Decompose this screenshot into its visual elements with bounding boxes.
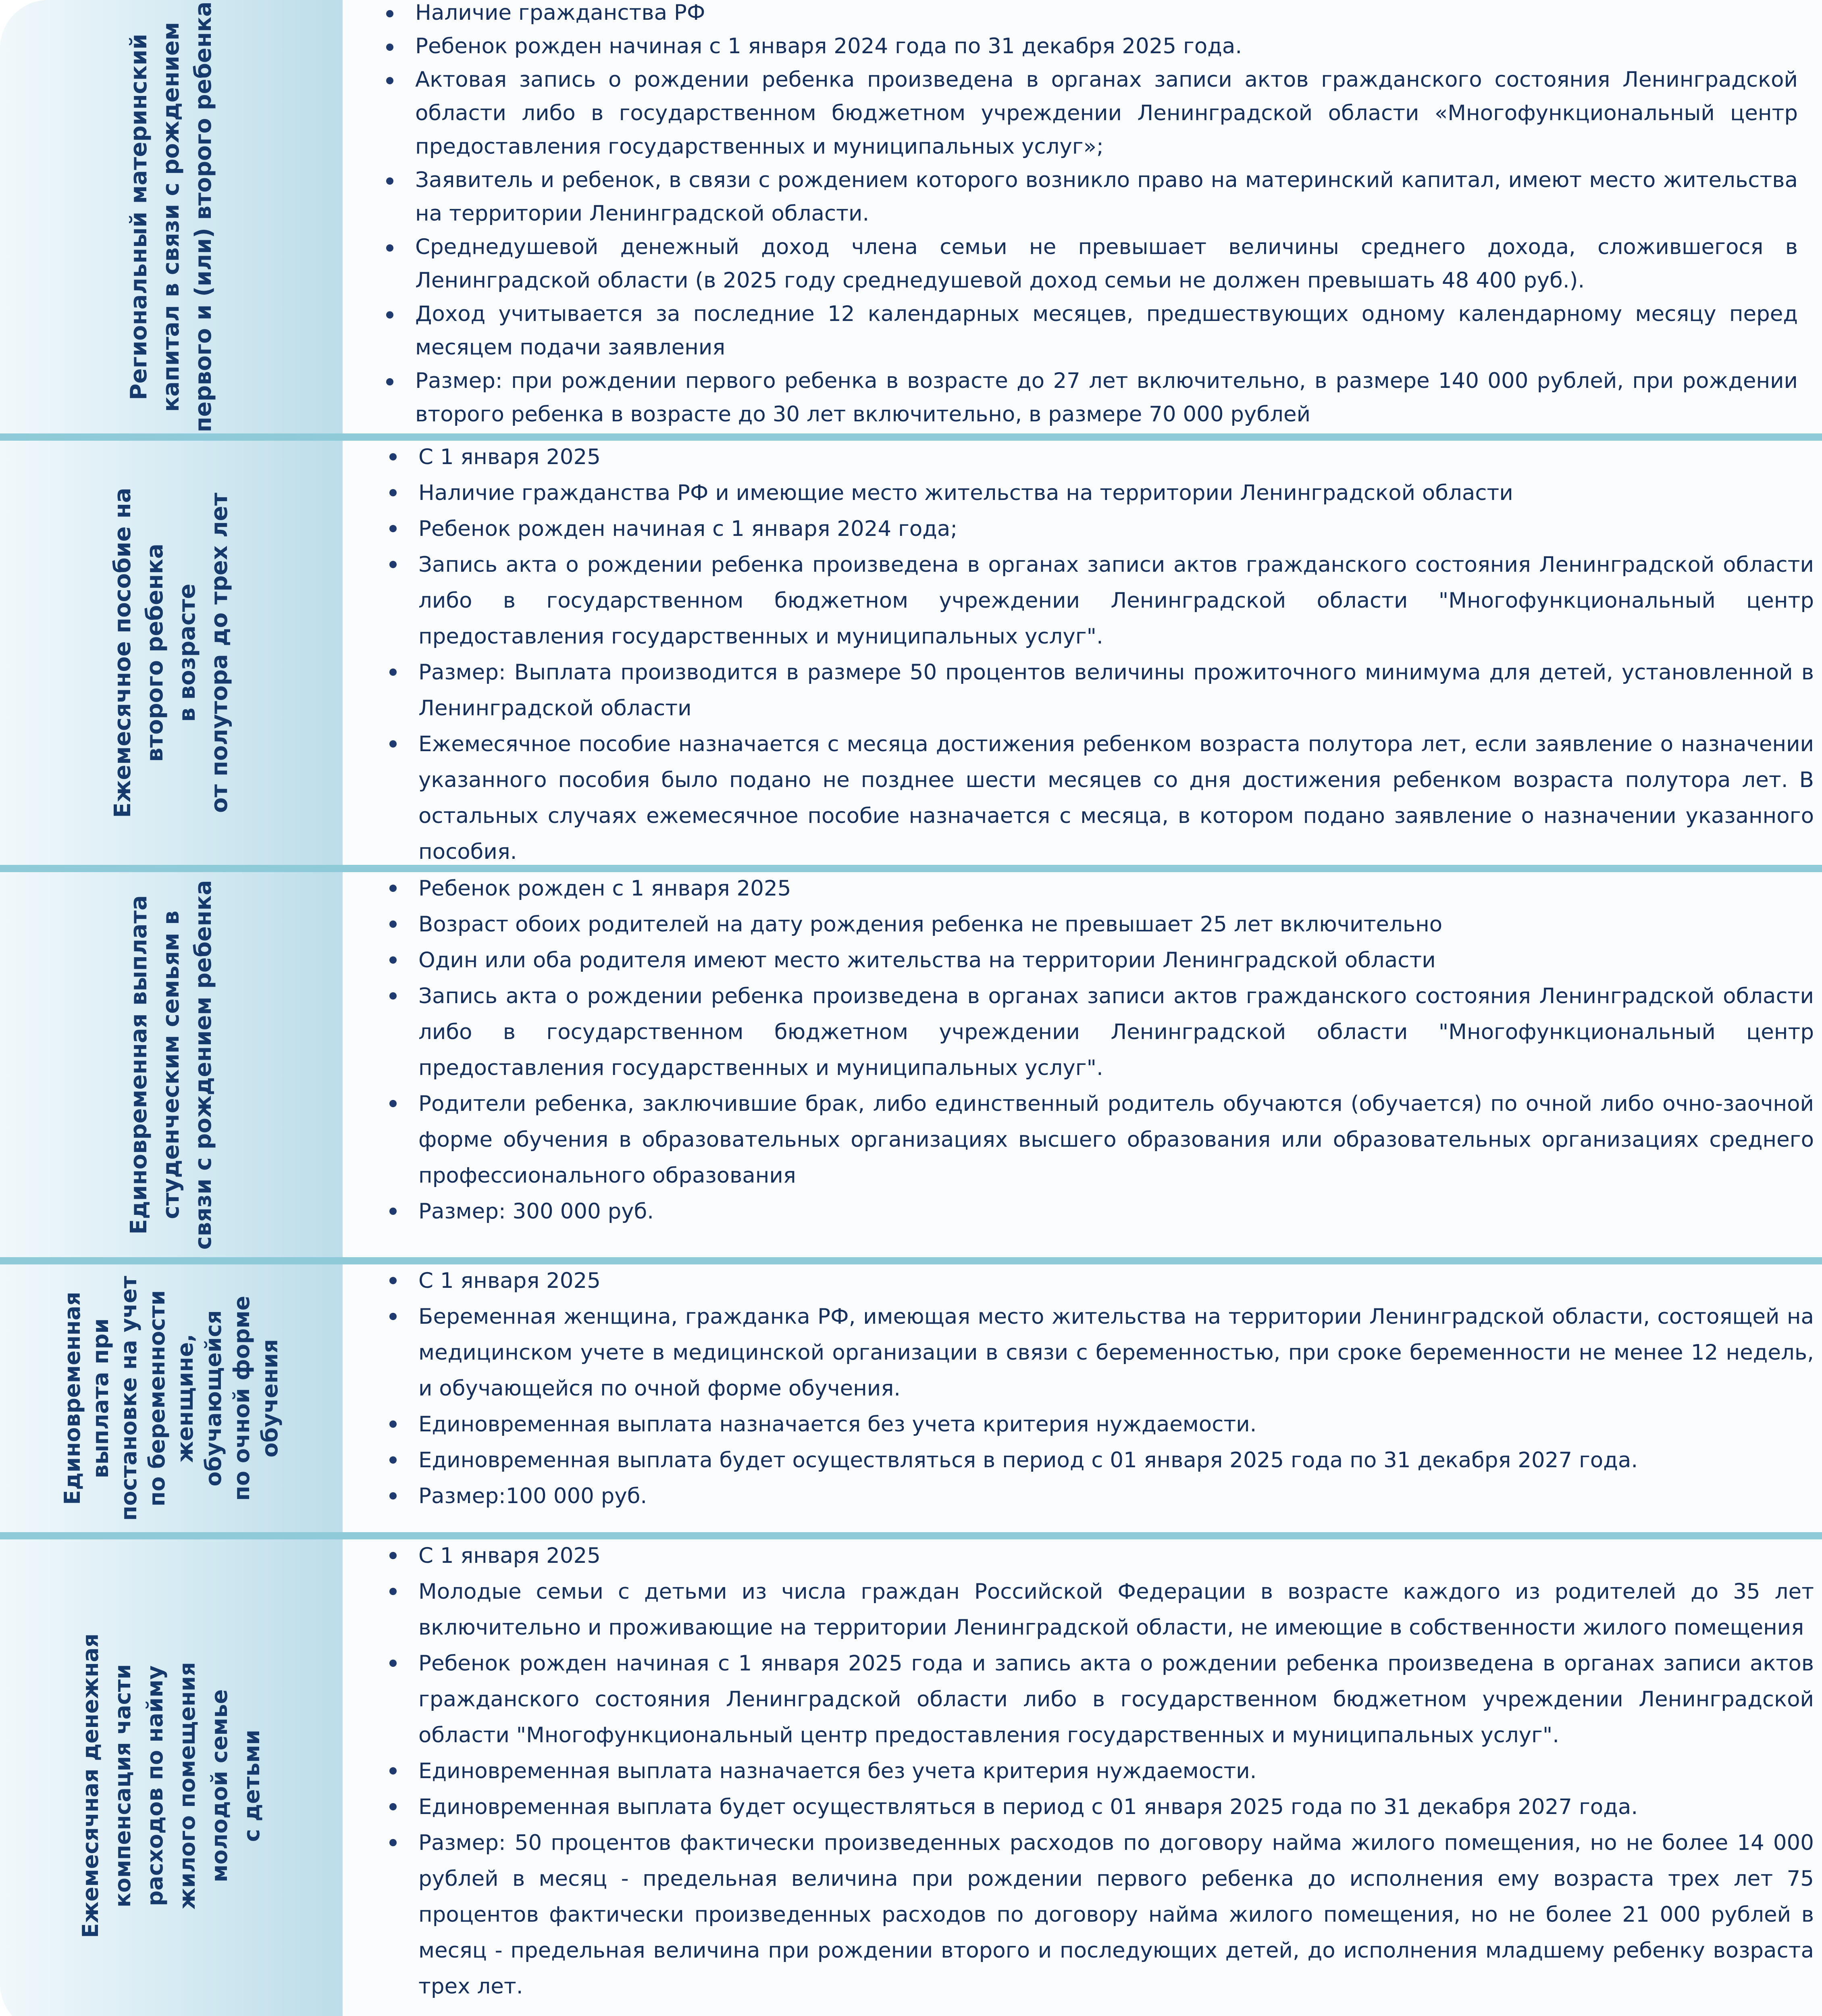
conditions-list bbox=[415, 0, 1798, 431]
conditions-list bbox=[418, 1538, 1814, 2004]
list-item: Размер: 300 000 руб. bbox=[418, 1193, 1814, 1229]
list-item: Беременная женщина, гражданка РФ, имеющая место жительства на территории Ленинградской области, состоящей на медицинском учете в медицинской организации в связи с беременностью, при сроке беременности не менее 12 недель, и обучающейся по очной форме обучения. bbox=[418, 1299, 1814, 1406]
list-item: Молодые семьи с детьми из числа граждан Российской Федерации в возрасте каждого из родителей до 35 лет включительно и проживающие на территории Ленинградской области, не имеющие в собственности жилого помещения bbox=[418, 1574, 1814, 1645]
row-content bbox=[343, 872, 1822, 1257]
row-title: Единовременная выплата студенческим семьям в связи с рождением ребенка bbox=[126, 880, 216, 1250]
list-item: Наличие гражданства РФ и имеющие место жительства на территории Ленинградской области bbox=[418, 475, 1814, 511]
list-item: Возраст обоих родителей на дату рождения ребенка не превышает 25 лет включительно bbox=[418, 906, 1814, 942]
row-header bbox=[0, 1264, 343, 1532]
list-item: Ребенок рожден начиная с 1 января 2024 года; bbox=[418, 511, 1814, 547]
list-item: Заявитель и ребенок, в связи с рождением которого возникло право на материнский капитал, имеют место жительства на территории Ленинградской области. bbox=[415, 163, 1798, 230]
list-item: Среднедушевой денежный доход члена семьи не превышает величины среднего дохода, сложившегося в Ленинградской области (в 2025 году среднедушевой доход семьи не должен превышать 48 400 руб.). bbox=[415, 230, 1798, 297]
table-row bbox=[0, 0, 1822, 433]
row-title: Ежемесячная денежная компенсация части расходов по найму жилого помещения молодой семье с детьми bbox=[78, 1633, 264, 1938]
row-content bbox=[343, 1264, 1822, 1532]
row-title: Ежемесячное пособие на второго ребенка в возрасте от полутора до трех лет bbox=[110, 487, 233, 818]
table-row bbox=[0, 1264, 1822, 1532]
row-title: Единовременная выплата при постановке на учет по беременности женщине, обучающейся по очной форме обучения bbox=[60, 1276, 283, 1521]
list-item: Ребенок рожден начиная с 1 января 2025 года и запись акта о рождении ребенка произведена в органах записи актов гражданского состояния Ленинградской области либо в государственном бюджетном учреждении Ленинградской области "Многофункциональный центр предоставления государственных и муниципальных услуг". bbox=[418, 1645, 1814, 1753]
row-header bbox=[0, 441, 343, 865]
list-item: Размер: при рождении первого ребенка в возрасте до 27 лет включительно, в размере 140 000 рублей, при рождении второго ребенка в возрасте до 30 лет включительно, в размере 70 000 рублей bbox=[415, 364, 1798, 431]
list-item: Актовая запись о рождении ребенка произведена в органах записи актов гражданского состояния Ленинградской области либо в государственном бюджетном учреждении Ленинградской области «Многофункциональный центр предоставления государственных и муниципальных услуг»; bbox=[415, 63, 1798, 163]
table-row bbox=[0, 441, 1822, 865]
row-content bbox=[343, 1539, 1822, 2016]
list-item: С 1 января 2025 bbox=[418, 1538, 1814, 1574]
list-item: Наличие гражданства РФ bbox=[415, 0, 1798, 29]
list-item: Ежемесячное пособие назначается с месяца достижения ребенком возраста полутора лет, если заявление о назначении указанного пособия было подано не позднее шести месяцев со дня достижения ребенком возраста полутора лет. В остальных случаях ежемесячное пособие назначается с месяца, в котором подано заявление о назначении указанного пособия. bbox=[418, 726, 1814, 870]
list-item: С 1 января 2025 bbox=[418, 439, 1814, 475]
conditions-list bbox=[418, 439, 1814, 870]
conditions-list bbox=[418, 1263, 1814, 1514]
row-header bbox=[0, 872, 343, 1257]
list-item: Единовременная выплата будет осуществляться в период с 01 января 2025 года по 31 декабря 2027 года. bbox=[418, 1789, 1814, 1825]
list-item: Один или оба родителя имеют место жительства на территории Ленинградской области bbox=[418, 942, 1814, 978]
list-item: Единовременная выплата назначается без учета критерия нуждаемости. bbox=[418, 1406, 1814, 1442]
list-item: Ребенок рожден начиная с 1 января 2024 года по 31 декабря 2025 года. bbox=[415, 29, 1798, 63]
row-content bbox=[343, 441, 1822, 865]
row-header bbox=[0, 1539, 343, 2016]
list-item: Запись акта о рождении ребенка произведена в органах записи актов гражданского состояния Ленинградской области либо в государственном бюджетном учреждении Ленинградской области "Многофункциональный центр предоставления государственных и муниципальных услуг". bbox=[418, 978, 1814, 1086]
list-item: Размер: 50 процентов фактически произведенных расходов по договору найма жилого помещения, но не более 14 000 рублей в месяц - предельная величина при рождении первого ребенка до исполнения ему возраста трех лет 75 процентов фактически произведенных расходов по договору найма жилого помещения, но не более 21 000 рублей в месяц - предельная величина при рождении второго и последующих детей, до исполнения младшему ребенку возраста трех лет. bbox=[418, 1825, 1814, 2004]
list-item: Единовременная выплата будет осуществляться в период с 01 января 2025 года по 31 декабря 2027 года. bbox=[418, 1442, 1814, 1478]
row-title: Региональный материнский капитал в связи с рождением первого и (или) второго ребенка bbox=[126, 1, 216, 432]
list-item: Запись акта о рождении ребенка произведена в органах записи актов гражданского состояния Ленинградской области либо в государственном бюджетном учреждении Ленинградской области "Многофункциональный центр предоставления государственных и муниципальных услуг". bbox=[418, 547, 1814, 654]
list-item: Родители ребенка, заключившие брак, либо единственный родитель обучаются (обучается) по очной либо очно-заочной форме обучения в образовательных организациях высшего образования или образовательных организациях среднего профессионального образования bbox=[418, 1086, 1814, 1193]
list-item: Ребенок рожден с 1 января 2025 bbox=[418, 871, 1814, 906]
list-item: Размер:100 000 руб. bbox=[418, 1478, 1814, 1514]
list-item: Единовременная выплата назначается без учета критерия нуждаемости. bbox=[418, 1753, 1814, 1789]
list-item: С 1 января 2025 bbox=[418, 1263, 1814, 1299]
table-row bbox=[0, 872, 1822, 1257]
table-row bbox=[0, 1539, 1822, 2016]
conditions-list bbox=[418, 871, 1814, 1229]
list-item: Размер: Выплата производится в размере 50 процентов величины прожиточного минимума для детей, установленной в Ленинградской области bbox=[418, 654, 1814, 726]
list-item: Доход учитывается за последние 12 календарных месяцев, предшествующих одному календарному месяцу перед месяцем подачи заявления bbox=[415, 297, 1798, 364]
row-header bbox=[0, 0, 343, 433]
row-content bbox=[343, 0, 1822, 433]
